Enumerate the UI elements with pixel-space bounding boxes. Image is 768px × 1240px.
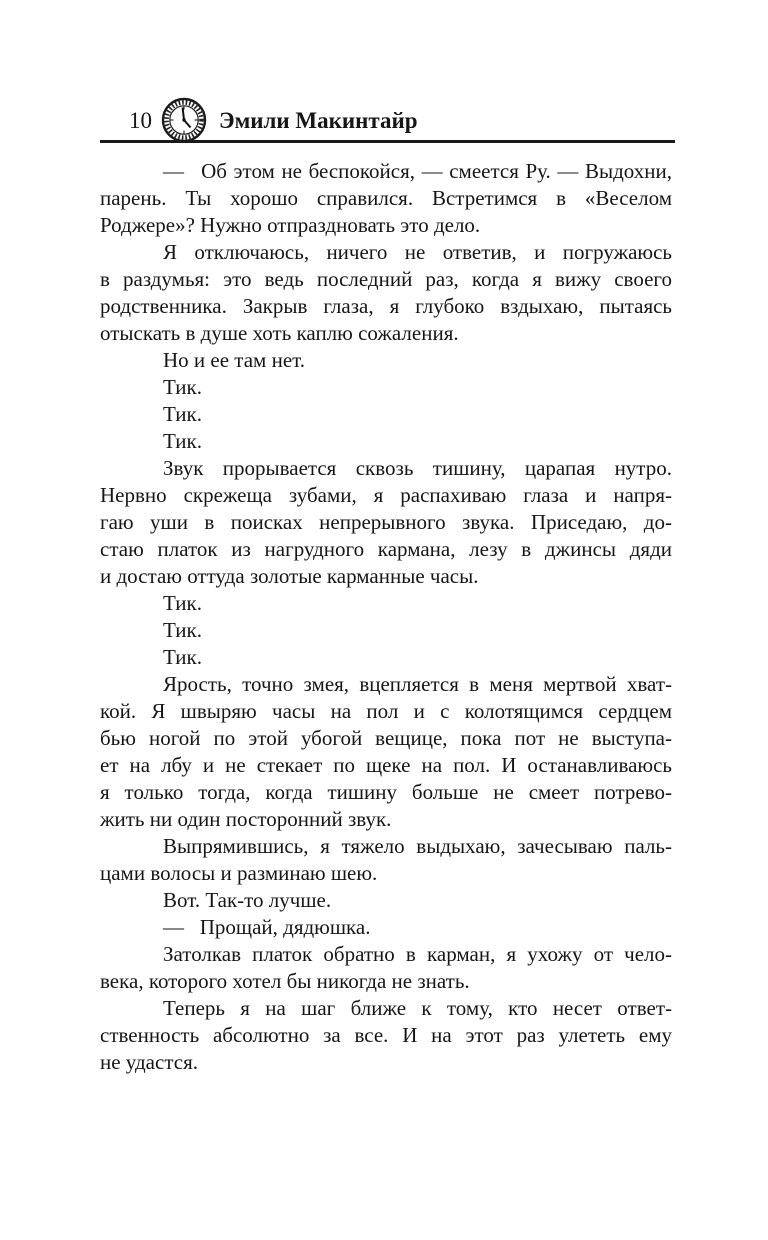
text-line: не удастся. [100,1050,198,1074]
text-line: Тик. [163,645,202,669]
text-line: Тик. [163,591,202,615]
text-line: Роджере»? Нужно отпраздновать это дело. [100,213,481,237]
text-line: я только тогда, когда тишину больше не смеет потрево- [100,780,672,804]
text-line: ственность абсолютно за все. И на этот раз улететь ему [100,1023,672,1047]
text-line: — Прощай, дядюшка. [163,915,371,939]
paragraph [100,914,672,941]
text-line: Выпрямившись, я тяжело выдыхаю, зачесываю паль- [163,834,672,858]
paragraph [100,239,672,347]
text-line: Затолкав платок обратно в карман, я ухожу от чело- [163,942,672,966]
text-line: родственника. Закрыв глаза, я глубоко вздыхаю, пытаясь [100,294,672,318]
header-rule [100,140,675,143]
text-line: Тик. [163,402,202,426]
pocket-watch-icon [161,97,207,143]
text-line: гаю уши в поисках непрерывного звука. Приседаю, до- [100,510,672,534]
text-line: стаю платок из нагрудного кармана, лезу в джинсы дяди [100,537,672,561]
text-line: Вот. Так-то лучше. [163,888,332,912]
text-line: цами волосы и разминаю шею. [100,861,378,885]
text-line: Тик. [163,375,202,399]
text-line: Теперь я на шаг ближе к тому, кто несет ответ- [163,996,672,1020]
paragraph [100,347,672,374]
paragraph [100,158,672,239]
text-line: Тик. [163,429,202,453]
paragraph [100,401,672,428]
text-line: отыскать в душе хоть каплю сожаления. [100,321,459,345]
paragraph [100,428,672,455]
page-header [129,97,418,143]
paragraph [100,995,672,1076]
text-line: Но и ее там нет. [163,348,305,372]
paragraph [100,644,672,671]
paragraph [100,833,672,887]
text-line: Тик. [163,618,202,642]
paragraph [100,455,672,590]
text-line: в раздумья: это ведь последний раз, когда я вижу своего [100,267,672,291]
page-number: 10 [129,107,152,133]
text-line: ет на лбу и не стекает по щеке на пол. И останавливаюсь [100,753,672,777]
text-line: века, которого хотел бы никогда не знать. [100,969,470,993]
text-line: Я отключаюсь, ничего не ответив, и погружаюсь [163,240,672,264]
author-running-head: Эмили Макинтайр [219,107,418,133]
paragraph [100,617,672,644]
paragraph [100,671,672,833]
text-line: и достаю оттуда золотые карманные часы. [100,564,479,588]
text-line: парень. Ты хорошо справился. Встретимся в «Веселом [100,186,672,210]
text-line: Нервно скрежеща зубами, я распахиваю глаза и напря- [100,483,672,507]
paragraph [100,590,672,617]
paragraph [100,941,672,995]
paragraph [100,374,672,401]
text-line: жить ни один посторонний звук. [100,807,392,831]
text-line: Ярость, точно змея, вцепляется в меня мертвой хват- [163,672,672,696]
text-line: — Об этом не беспокойся, — смеется Ру. — Выдохни, [163,159,672,183]
paragraph [100,887,672,914]
text-line: Звук прорывается сквозь тишину, царапая нутро. [163,456,672,480]
text-line: бью ногой по этой убогой вещице, пока пот не выступа- [100,726,672,750]
text-block [100,158,672,1076]
text-line: кой. Я швыряю часы на пол и с колотящимся сердцем [100,699,672,723]
